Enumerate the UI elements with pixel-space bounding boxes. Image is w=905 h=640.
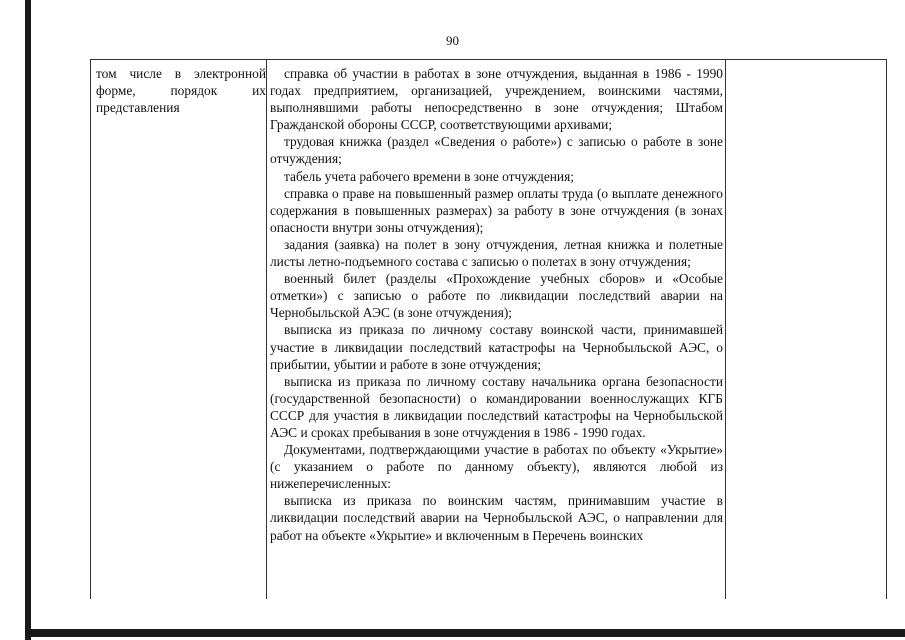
left-cell-line: том числе в электронной [96,66,266,81]
document-paragraph: справка об участии в работах в зоне отчуждения, выданная в 1986 - 1990 годах предприятием, организацией, учреждением, воинскими частями, выполнявшими работы непосредственно в зоне отчуждения; Штабом Гражданской обороны СССР, соответствующими архивами; [270,66,723,133]
document-paragraph: табель учета рабочего времени в зоне отчуждения; [284,168,574,184]
middle-cell [270,65,723,544]
document-paragraph: задания (заявка) на полет в зону отчуждения, летная книжка и полетные листы летно-подъемного состава с записью о полетах в зону отчуждения; [270,236,723,270]
document-paragraph: Документами, подтверждающими участие в работах по объекту «Укрытие» (с указанием о работе по данному объекту), являются любой из нижеперечисленных: [270,442,723,492]
document-paragraph: выписка из приказа по личному составу воинской части, принимавшей участие в ликвидации последствий катастрофы на Чернобыльской АЭС, о прибытии, убытии и работе в зоне отчуждения; [270,322,723,372]
left-cell-line: представления [96,100,180,116]
document-paragraph: трудовая книжка (раздел «Сведения о работе») с записью о работе в зоне отчуждения; [270,134,723,167]
column-divider-1 [266,59,267,599]
scan-edge-left [25,0,31,640]
column-divider-2 [725,59,726,599]
document-paragraph: выписка из приказа по личному составу начальника органа безопасности (государственной безопасности) о командировании военнослужащих КГБ СССР для участия в ликвидации последствий катастрофы на Чернобыльской АЭС и сроках пребывания в зоне отчуждения в 1986 - 1990 годах. [270,373,723,440]
page-number: 90 [446,33,459,48]
left-cell-line: форме, порядок их [96,83,266,99]
left-cell [96,65,266,116]
document-paragraph: справка о праве на повышенный размер оплаты труда (о выплате денежного содержания в повышенных размерах) за работу в зоне отчуждения (в зонах опасности внутри зоны отчуждения); [270,185,723,235]
document-paragraph: военный билет (разделы «Прохождение учебных сборов» и «Особые отметки») с записью о работе по ликвидации последствий аварии на Чернобыльской АЭС (в зоне отчуждения); [270,271,723,321]
document-paragraph: выписка из приказа по воинским частям, принимавшим участие в ликвидации последствий аварии на Чернобыльской АЭС, о направлении для работ на объекте «Укрытие» и включенным в Перечень воинских [270,493,723,543]
scan-edge-bottom [25,629,905,637]
